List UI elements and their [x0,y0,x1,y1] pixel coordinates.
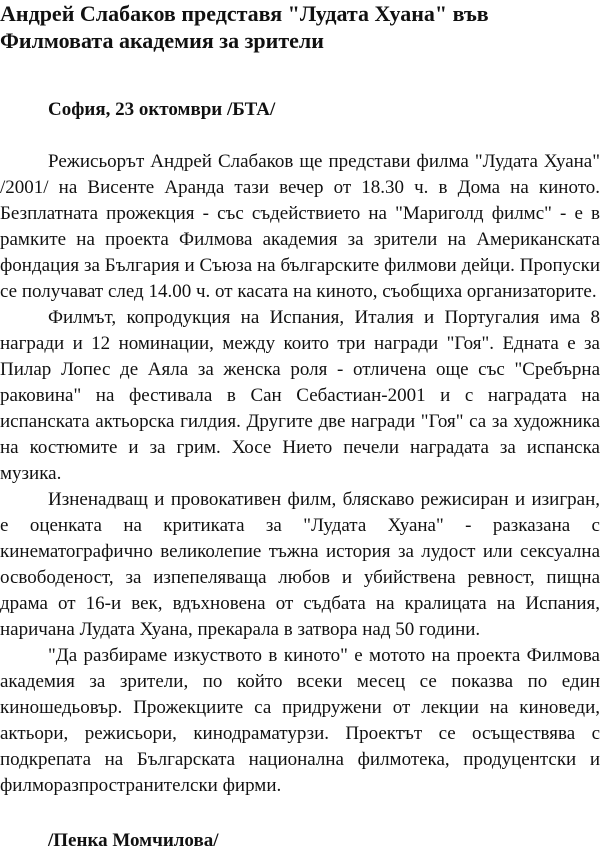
paragraph: Филмът, копродукция на Испания, Италия и Португалия има 8 награди и 12 номинации, между които три награди "Гоя". Едната е за Пилар Лопес де Аяла за женска роля - отличена още със "Сребърна раковина" на фестивала в Сан Себастиан-2001 и с наградата на испанската актьорска гилдия. Другите две награди "Гоя" са за художника на костюмите и за грим. Хосе Нието печели наградата за испанска музика. [0,307,600,484]
paragraph: Изненадващ и провокативен филм, бляскаво режисиран и изигран, е оценката на критиката за "Лудата Хуана" - разказана с кинематографично великолепие тъжна история за лудост или сексуална освободеност, за изпепеляваща любов и убийствена ревност, пищна драма от 16-и век, вдъхновена от съдбата на кралицата на Испания, наричана Лудата Хуана, прекарала в затвора над 50 години. [0,489,600,640]
article-body [0,149,600,799]
article-title: Андрей Слабаков представя "Лудата Хуана" във Филмовата академия за зрители [0,1,489,53]
dateline: София, 23 октомври /БТА/ [48,99,276,120]
paragraph: Режисьорът Андрей Слабаков ще представи филма "Лудата Хуана" /2001/ на Висенте Аранда тази вечер от 18.30 ч. в Дома на киното. Безплатната прожекция - със съдействието на "Мариголд филмс" - е в рамките на проекта Филмова академия за зрители на Американската фондация за България и Съюза на българските филмови дейци. Пропуски се получават след 14.00 ч. от касата на киното, съобщиха организаторите. [0,151,600,302]
paragraph: "Да разбираме изкуството в киното" е мотото на проекта Филмова академия за зрители, по който всеки месец се показва по един киношедьовър. Прожекциите са придружени от лекции на киноведи, актьори, режисьори, кинодраматурзи. Проектът се осъществява с подкрепата на Българската национална филмотека, продуцентски и филморазпространителски фирми. [0,645,600,796]
author-signature: /Пенка Момчилова/ [48,830,219,851]
